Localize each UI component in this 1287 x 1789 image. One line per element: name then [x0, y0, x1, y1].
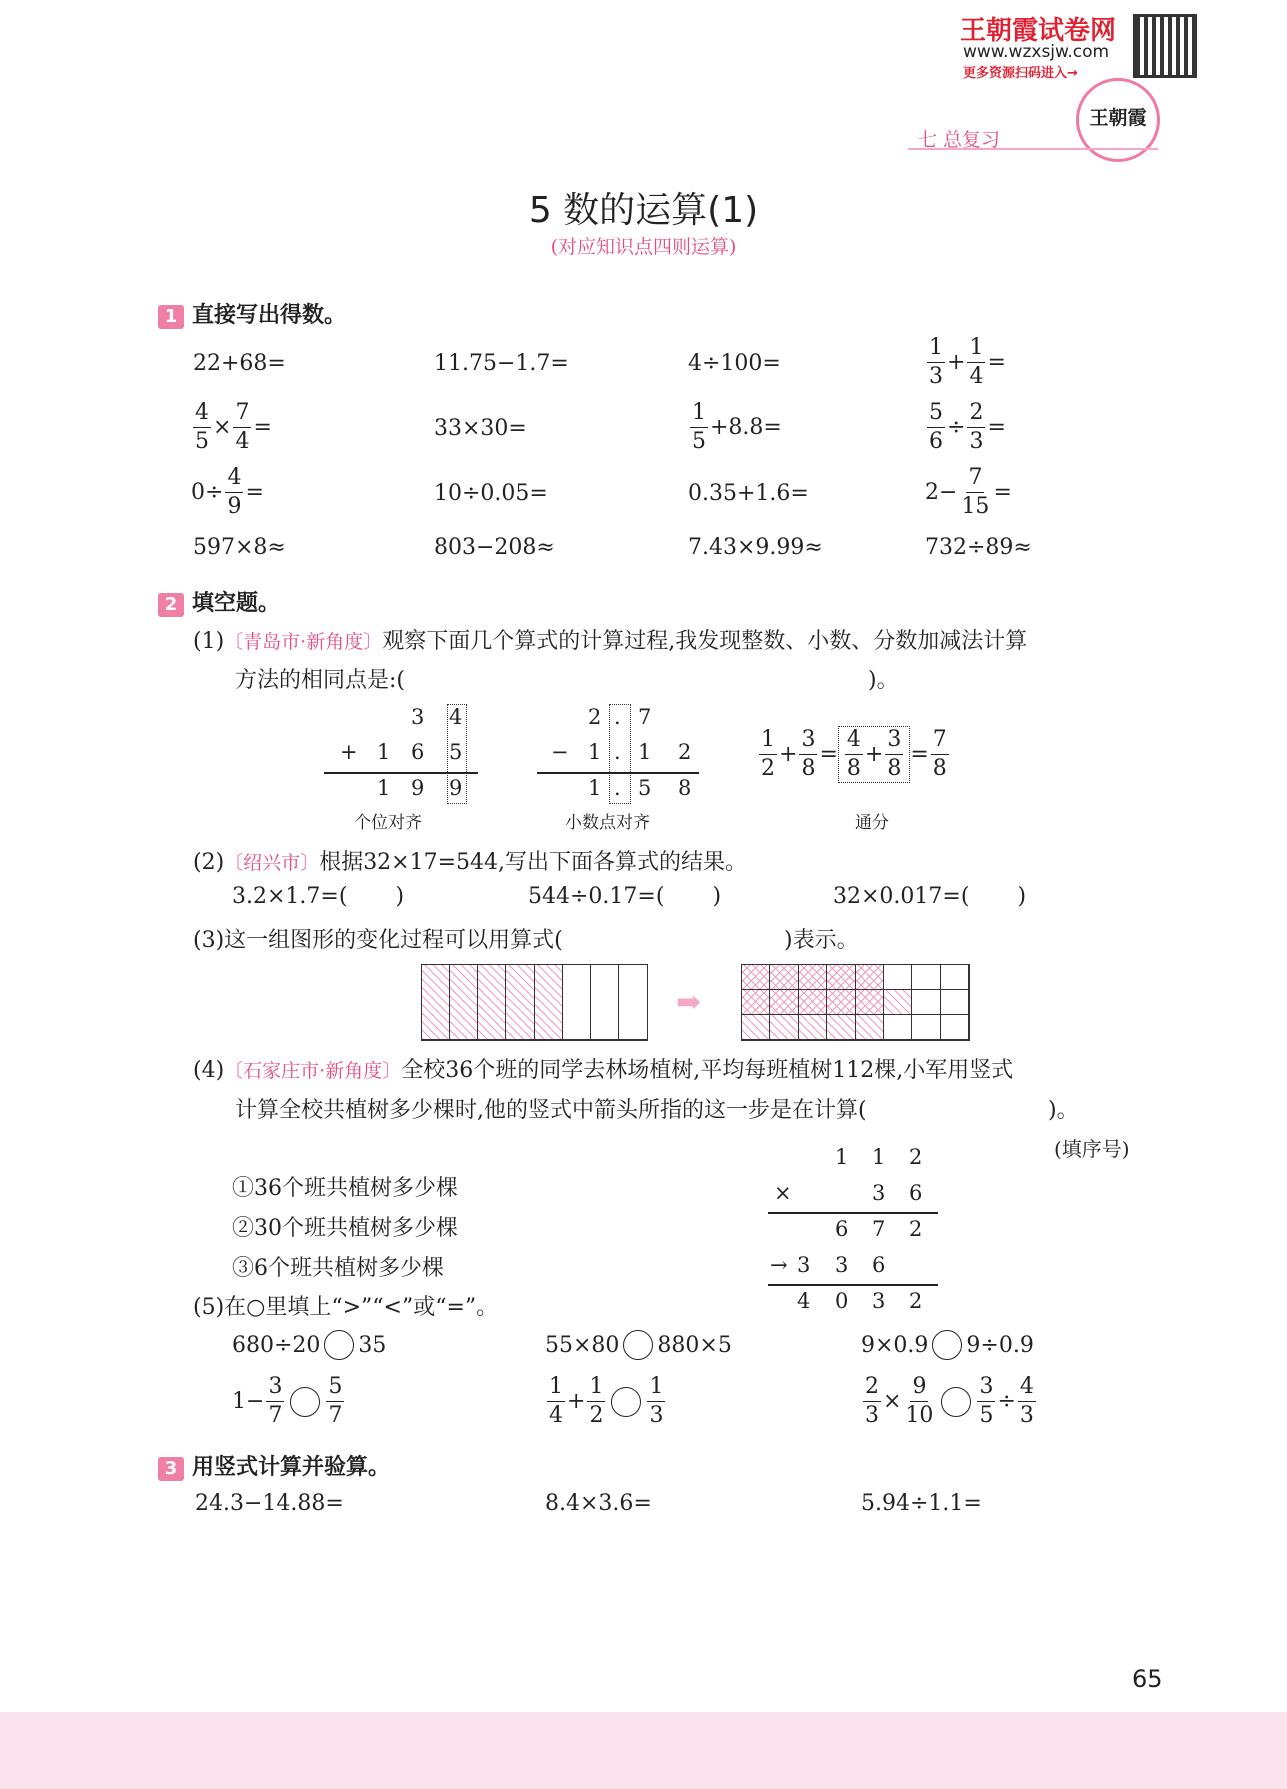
- section-1-heading: [158, 298, 346, 329]
- s1-r1-c: 4÷100=: [688, 351, 781, 376]
- q2-b: 544÷0.17=( ): [528, 884, 722, 909]
- s1-r1-a: 22+68=: [193, 351, 286, 376]
- section-2-badge: 2: [158, 593, 184, 617]
- q1-tag: 〔青岛市·新角度〕: [224, 631, 383, 653]
- section-1-badge: 1: [158, 305, 184, 329]
- q4-note: (填序号): [1054, 1137, 1130, 1161]
- q4-line1: (4)〔石家庄市·新角度〕全校36个班的同学去林场植树,平均每班植树112棵,小军用竖式: [193, 1058, 1014, 1083]
- s1-r4-c: 7.43×9.99≈: [688, 535, 823, 560]
- q1-line1: (1)〔青岛市·新角度〕观察下面几个算式的计算过程,我发现整数、小数、分数加减法计算: [193, 629, 1028, 654]
- frac-1-4: $\frac{1}{4}$: [969, 335, 984, 389]
- s1-r4-d: 732÷89≈: [925, 535, 1032, 560]
- brand-seal: 王朝霞: [1076, 78, 1160, 162]
- pointer-arrow-icon: →: [770, 1253, 788, 1277]
- brand-url[interactable]: www.wzxsjw.com: [963, 42, 1110, 62]
- promo-text: 更多资源扫码进入→: [963, 66, 1078, 81]
- s1-r4-a: 597×8≈: [193, 535, 286, 560]
- s1-r2-b: 33×30=: [434, 416, 527, 441]
- page-title: 5 数的运算(1): [528, 190, 759, 231]
- s1-r1-b: 11.75−1.7=: [434, 351, 569, 376]
- figure-strips: [421, 964, 648, 1041]
- q5-f: $\frac{2}{3}$ × $\frac{9}{10}$ $\frac{3}{5}$ ÷ $\frac{4}{3}$: [865, 1374, 1034, 1428]
- arrow-right-icon: ➡: [676, 985, 702, 1020]
- s3-b: 8.4×3.6=: [545, 1491, 652, 1516]
- section-3-title: 用竖式计算并验算。: [192, 1455, 391, 1480]
- compare-circle[interactable]: [290, 1387, 320, 1417]
- q5-e: $\frac{1}{4}$ + $\frac{1}{2}$ $\frac{1}{3}$: [549, 1374, 664, 1428]
- q4-option-3: ③6个班共植树多少棵: [232, 1256, 444, 1281]
- section-1-title: 直接写出得数。: [192, 303, 347, 328]
- section-3-badge: 3: [158, 1457, 184, 1481]
- page-number: 65: [1132, 1665, 1163, 1693]
- s1-r2-c: $\frac{1}{5}$ +8.8=: [692, 400, 782, 454]
- q4-line2: 计算全校共植树多少棵时,他的竖式中箭头所指的这一步是在计算(: [235, 1098, 867, 1123]
- compare-circle[interactable]: [324, 1330, 354, 1360]
- q3-text: (3)这一组图形的变化过程可以用算式(: [193, 928, 563, 953]
- q1-line2-end: )。: [868, 668, 899, 693]
- q2-line1: (2)〔绍兴市〕根据32×17=544,写出下面各算式的结果。: [193, 850, 748, 875]
- footer-band: [0, 1712, 1287, 1789]
- q4-line2-end: )。: [1048, 1098, 1079, 1123]
- compare-circle[interactable]: [611, 1387, 641, 1417]
- s1-r3-c: 0.35+1.6=: [688, 481, 809, 506]
- calc-integer-label: 个位对齐: [354, 813, 422, 833]
- q1-line2: 方法的相同点是:(: [235, 668, 405, 693]
- figure-grid: [741, 964, 970, 1041]
- s1-r3-a: 0÷ $\frac{4}{9}$ =: [191, 465, 264, 519]
- s1-r4-b: 803−208≈: [434, 535, 555, 560]
- q5-d: 1− $\frac{3}{7}$ $\frac{5}{7}$: [232, 1374, 343, 1428]
- s3-a: 24.3−14.88=: [195, 1491, 344, 1516]
- q4-tag: 〔石家庄市·新角度〕: [224, 1060, 402, 1082]
- compare-circle[interactable]: [941, 1387, 971, 1417]
- section-2-heading: [158, 586, 280, 617]
- q2-a: 3.2×1.7=( ): [232, 884, 405, 909]
- q2-c: 32×0.017=( ): [833, 884, 1027, 909]
- qr-code[interactable]: [1133, 14, 1197, 78]
- s1-r3-d: 2− $\frac{7}{15}$ =: [925, 465, 1012, 519]
- calc-decimal-label: 小数点对齐: [565, 813, 650, 833]
- s1-r2-a: $\frac{4}{5}$ × $\frac{7}{4}$ =: [195, 400, 272, 454]
- compare-circle[interactable]: [932, 1330, 962, 1360]
- compare-circle[interactable]: [623, 1330, 653, 1360]
- s1-r1-d: $\frac{1}{3}$ + $\frac{1}{4}$ =: [929, 335, 1006, 389]
- q4-option-1: ①36个班共植树多少棵: [232, 1176, 458, 1201]
- chapter-label: 七 总复习: [918, 129, 1001, 151]
- s1-r2-d: $\frac{5}{6}$ ÷ $\frac{2}{3}$ =: [929, 400, 1006, 454]
- q5-c: 9×0.9 9÷0.9: [861, 1330, 1034, 1360]
- q5-b: 55×80 880×5: [545, 1330, 732, 1360]
- frac-1-3: $\frac{1}{3}$: [929, 335, 943, 389]
- section-3-heading: [158, 1450, 390, 1481]
- q2-tag: 〔绍兴市〕: [224, 852, 320, 874]
- q5-text: (5)在○里填上“>”“<”或“=”。: [193, 1295, 499, 1320]
- s1-r3-b: 10÷0.05=: [434, 481, 548, 506]
- calc-fraction-label: 通分: [855, 813, 889, 833]
- s3-c: 5.94÷1.1=: [861, 1491, 982, 1516]
- section-2-title: 填空题。: [192, 591, 281, 616]
- q3-text-end: )表示。: [784, 928, 859, 953]
- brand-name: 王朝霞试卷网: [960, 16, 1117, 46]
- q5-a: 680÷20 35: [232, 1330, 386, 1360]
- page-subtitle: (对应知识点四则运算): [550, 236, 737, 258]
- q4-option-2: ②30个班共植树多少棵: [232, 1216, 458, 1241]
